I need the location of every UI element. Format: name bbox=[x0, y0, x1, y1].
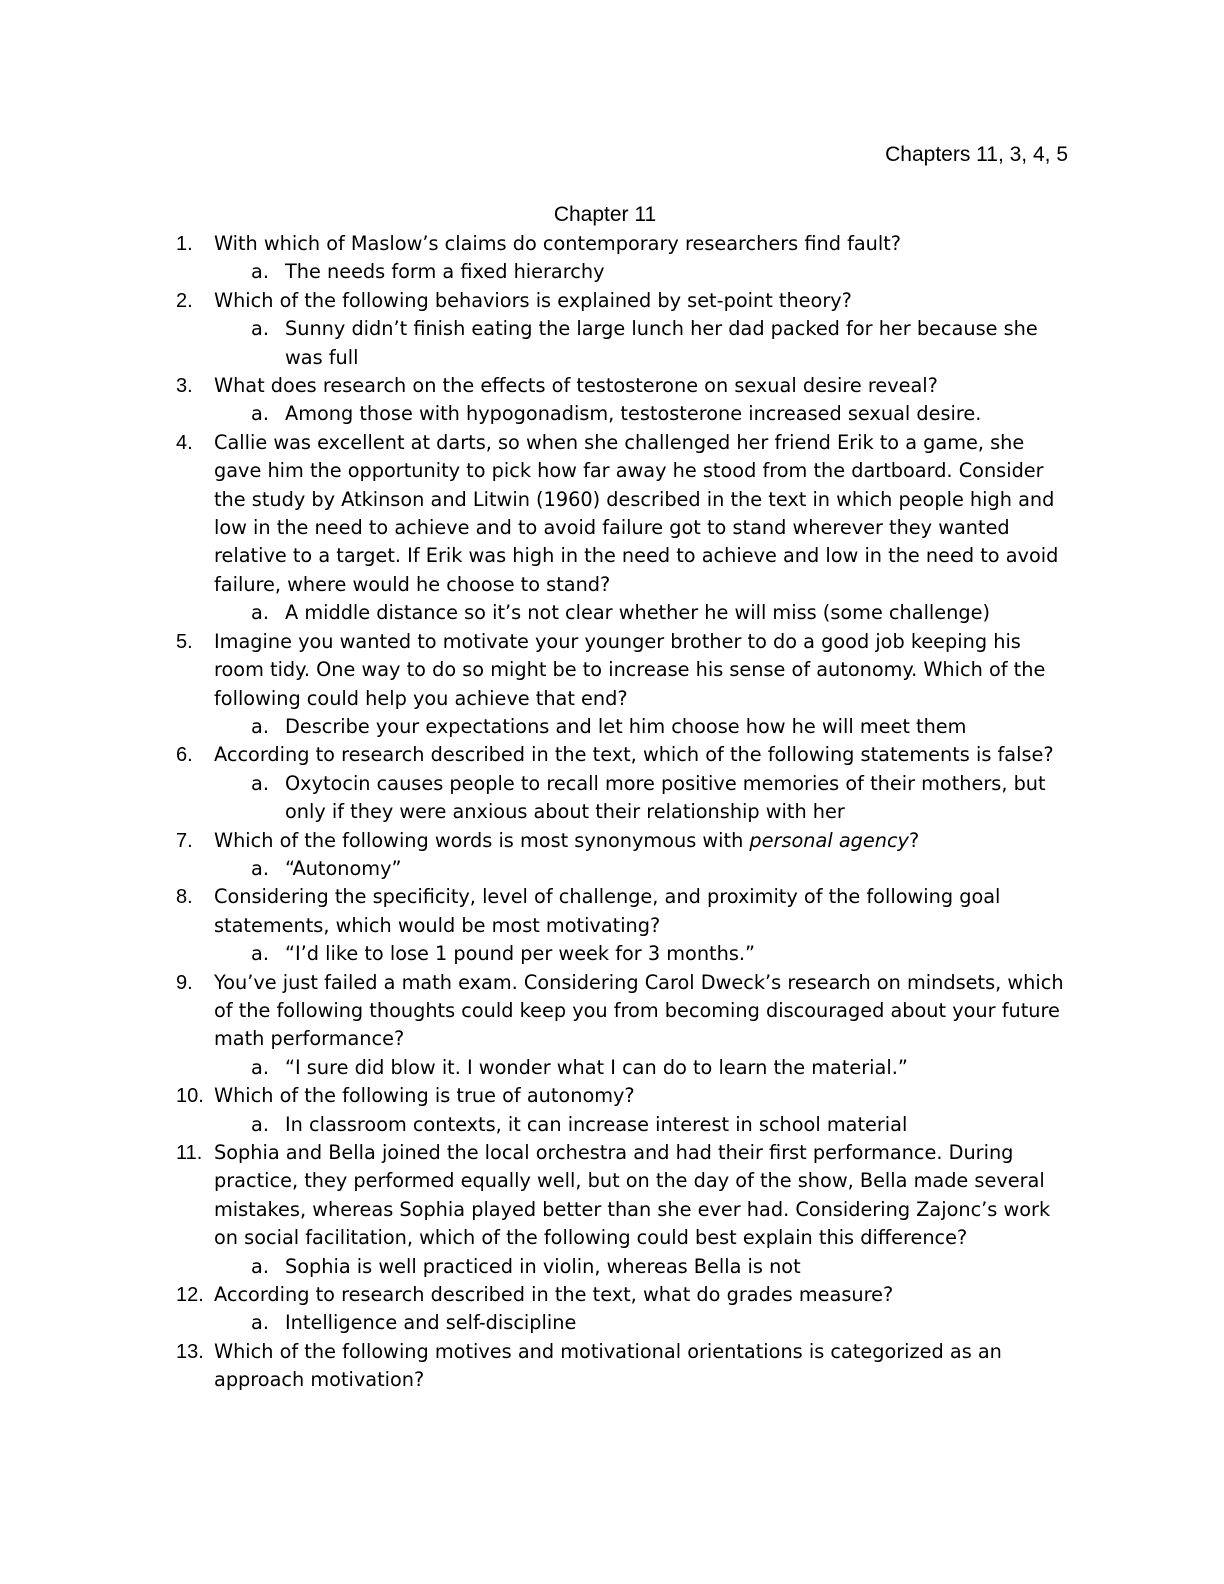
answer-item bbox=[214, 713, 1076, 741]
question-text: Which of the following behaviors is explained by set-point theory? bbox=[214, 288, 852, 312]
answer-label: a. bbox=[251, 317, 269, 341]
answer-text: A middle distance so it’s not clear whether he will miss (some challenge) bbox=[285, 601, 990, 625]
question-item bbox=[176, 429, 1076, 628]
question-item bbox=[176, 1139, 1076, 1281]
answer-text: Sophia is well practiced in violin, whereas Bella is not bbox=[285, 1254, 801, 1278]
answer-label: a. bbox=[251, 1055, 269, 1079]
question-text: Sophia and Bella joined the local orchestra and had their first performance. During practice, they performed equally well, but on the day of the show, Bella made several mistakes, whereas Sophia played better than she ever had. Considering Zajonc’s work on social facilitation, which of the following could best explain this difference? bbox=[214, 1141, 1051, 1250]
answer-item bbox=[214, 258, 1076, 286]
question-number: 9. bbox=[176, 971, 193, 994]
question-text bbox=[214, 827, 1076, 855]
question-item bbox=[176, 628, 1076, 742]
question-text: Considering the specificity, level of challenge, and proximity of the following goal statements, which would be most motivating? bbox=[214, 885, 1001, 937]
answer-text: In classroom contexts, it can increase interest in school material bbox=[285, 1112, 908, 1136]
question-list bbox=[176, 230, 1076, 1395]
answer-label: a. bbox=[251, 1311, 269, 1335]
answer-text: Intelligence and self-discipline bbox=[285, 1311, 577, 1335]
answer-item bbox=[214, 1309, 1076, 1337]
question-number: 11. bbox=[176, 1142, 203, 1164]
answer-text: “I sure did blow it. I wonder what I can do to learn the material.” bbox=[285, 1055, 908, 1079]
answer-text: “I’d like to lose 1 pound per week for 3 months.” bbox=[285, 942, 755, 966]
question-number: 5. bbox=[176, 630, 193, 653]
answer-label: a. bbox=[251, 402, 269, 426]
question-text: You’ve just failed a math exam. Considering Carol Dweck’s research on mindsets, which of the following thoughts could keep you from becoming discouraged about your future math performance? bbox=[214, 970, 1064, 1051]
answer-label: a. bbox=[251, 1254, 269, 1278]
question-text-emphasis: personal agency bbox=[749, 828, 909, 852]
question-text: According to research described in the text, which of the following statements is false? bbox=[214, 743, 1054, 767]
question-item bbox=[176, 741, 1076, 826]
answer-item bbox=[214, 1253, 1076, 1281]
question-text: Callie was excellent at darts, so when she challenged her friend Erik to a game, she gave him the opportunity to pick how far away he stood from the dartboard. Consider the study by Atkinson and Litwin (1960) described in the text in which people high and low in the need to achieve and to avoid failure got to stand wherever they wanted relative to a target. If Erik was high in the need to achieve and low in the need to avoid failure, where would he choose to stand? bbox=[214, 430, 1059, 596]
question-text: Which of the following is true of autonomy? bbox=[214, 1084, 635, 1108]
question-number: 1. bbox=[176, 233, 193, 255]
answer-text: Describe your expectations and let him choose how he will meet them bbox=[285, 714, 967, 738]
question-text: According to research described in the text, what do grades measure? bbox=[214, 1283, 894, 1307]
answer-text: “Autonomy” bbox=[285, 856, 402, 880]
answer-label: a. bbox=[251, 856, 269, 880]
answer-text: Sunny didn’t finish eating the large lunch her dad packed for her because she was full bbox=[285, 317, 1038, 369]
question-item bbox=[176, 372, 1076, 429]
answer-item bbox=[214, 315, 1076, 372]
answer-label: a. bbox=[251, 942, 269, 966]
answer-item bbox=[214, 855, 1076, 883]
chapter-heading: Chapter 11 bbox=[553, 203, 657, 226]
answer-label: a. bbox=[251, 1112, 269, 1136]
question-text: What does research on the effects of testosterone on sexual desire reveal? bbox=[214, 374, 938, 398]
question-number: 7. bbox=[176, 829, 193, 852]
question-number: 13. bbox=[176, 1340, 204, 1363]
question-item bbox=[176, 883, 1076, 968]
answer-item bbox=[214, 400, 1076, 428]
question-number: 10. bbox=[176, 1085, 204, 1108]
question-text: Which of the following motives and motivational orientations is categorized as an approach motivation? bbox=[214, 1339, 1002, 1392]
answer-item bbox=[214, 1111, 1076, 1139]
answer-item bbox=[214, 599, 1076, 627]
document-header: Chapters 11, 3, 4, 5 bbox=[885, 143, 1068, 166]
question-text-start: Which of the following words is most synonymous with bbox=[214, 828, 750, 852]
question-text: With which of Maslow’s claims do contemporary researchers find fault? bbox=[214, 232, 902, 255]
answer-text: The needs form a fixed hierarchy bbox=[285, 260, 605, 284]
answer-label: a. bbox=[251, 714, 269, 738]
question-number: 2. bbox=[176, 289, 193, 312]
question-item bbox=[176, 1281, 1076, 1338]
question-item bbox=[176, 1082, 1076, 1139]
question-text-end: ? bbox=[908, 828, 920, 852]
question-number: 12. bbox=[176, 1284, 204, 1307]
question-number: 3. bbox=[176, 375, 193, 398]
answer-label: a. bbox=[251, 771, 269, 795]
question-number: 6. bbox=[176, 744, 193, 767]
answer-item bbox=[214, 940, 1076, 968]
answer-text: Oxytocin causes people to recall more positive memories of their mothers, but only if they were anxious about their relationship with her bbox=[285, 771, 1046, 824]
answer-label: a. bbox=[251, 260, 269, 284]
question-text: Imagine you wanted to motivate your younger brother to do a good job keeping his room tidy. One way to do so might be to increase his sense of autonomy. Which of the following could help you achieve that end? bbox=[214, 629, 1046, 710]
answer-item bbox=[214, 1054, 1076, 1082]
question-number: 4. bbox=[176, 431, 193, 454]
answer-item bbox=[214, 770, 1076, 827]
question-item bbox=[176, 230, 1076, 287]
answer-text: Among those with hypogonadism, testosterone increased sexual desire. bbox=[285, 402, 982, 426]
answer-label: a. bbox=[251, 601, 269, 625]
question-number: 8. bbox=[176, 886, 193, 909]
question-item bbox=[176, 1338, 1076, 1395]
question-item bbox=[176, 827, 1076, 884]
question-item bbox=[176, 287, 1076, 372]
question-item bbox=[176, 969, 1076, 1083]
